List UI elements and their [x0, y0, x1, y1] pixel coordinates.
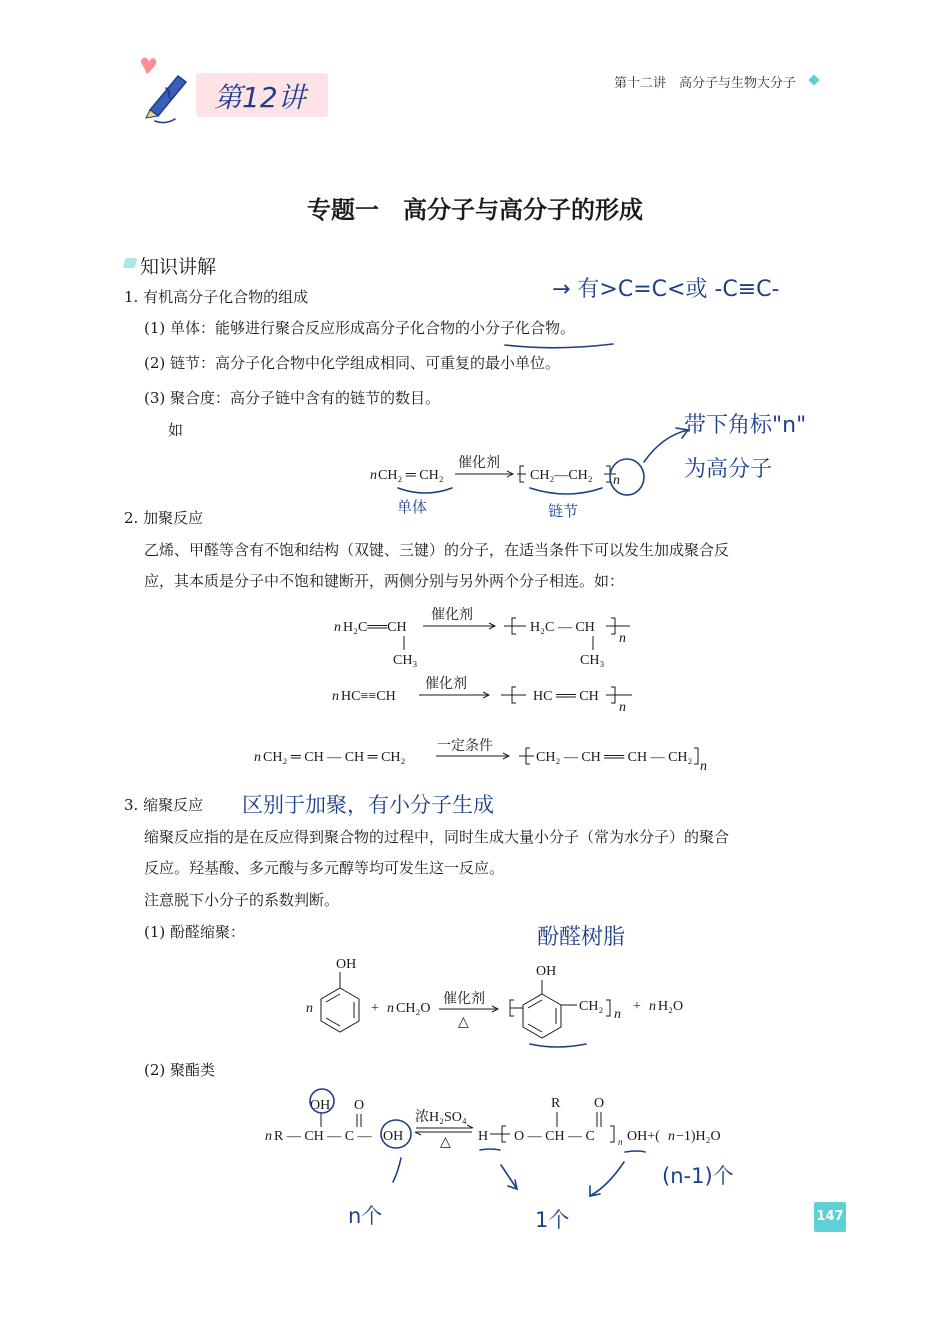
- equation-propylene: [334, 606, 630, 668]
- label-monomer: 单体: [397, 498, 428, 516]
- eq1-reactant: H₂C══CH: [343, 620, 407, 635]
- pe-right: OH+(: [627, 1129, 660, 1144]
- item3-phenol-label: (1) 酚醛缩聚：: [144, 923, 246, 941]
- equation-phenol-formaldehyde: [306, 957, 683, 1038]
- pe-left-oh: OH: [310, 1098, 331, 1113]
- pf-product-oh: OH: [536, 964, 557, 979]
- eq1-product-methyl: CH₃: [580, 653, 605, 668]
- eq2-product: HC ══ CH: [533, 689, 599, 704]
- eq0-product: CH₂—CH₂: [530, 468, 593, 483]
- pf-catalyst: 催化剂: [443, 992, 485, 1007]
- pf-product-ch2: CH₂: [579, 999, 604, 1014]
- item3-para-line2: 反应。羟基酸、多元酸与多元醇等均可发生这一反应。: [144, 859, 505, 877]
- page-number: 147: [814, 1202, 846, 1232]
- pf-formaldehyde: CH₂O: [396, 1001, 431, 1016]
- pf-plus2: +: [633, 999, 641, 1014]
- eq3-product-n: n: [700, 759, 707, 774]
- equation-ethylene: [370, 454, 620, 488]
- pf-n: n: [306, 1001, 313, 1016]
- page-title: 专题一 高分子与高分子的形成: [307, 196, 643, 224]
- pe-n: n: [265, 1129, 272, 1144]
- item1-example-label: 如: [168, 421, 184, 439]
- pe-left-b: OH: [383, 1129, 404, 1144]
- note-n-minus-one: (n-1)个: [662, 1164, 734, 1188]
- lecture-tag: 第12讲: [214, 81, 306, 114]
- section-heading: 知识讲解: [140, 256, 217, 278]
- item3-heading: 3. 缩聚反应: [124, 796, 204, 814]
- pf-phenol-oh: OH: [336, 957, 357, 972]
- item3-ester-label: (2) 聚酯类: [144, 1061, 216, 1079]
- pe-h: H: [478, 1129, 489, 1144]
- pe-coef: n: [668, 1129, 675, 1144]
- eq2-n: n: [332, 689, 339, 704]
- eq2-reactant: HC≡≡CH: [341, 689, 396, 704]
- eq2-product-n: n: [619, 700, 626, 715]
- eq1-product-n: n: [619, 631, 626, 646]
- handwritten-marks: [310, 344, 688, 1196]
- eq0-product-n: n: [613, 473, 620, 488]
- note-polymer: 为高分子: [684, 457, 773, 482]
- pe-left-o: O: [354, 1098, 365, 1113]
- eq2-catalyst: 催化剂: [425, 677, 467, 692]
- eq1-catalyst: 催化剂: [431, 608, 473, 623]
- note-resin: 酚醛树脂: [537, 925, 626, 950]
- note-condensation: 区别于加聚，有小分子生成: [242, 793, 494, 817]
- eq3-product: CH₂ — CH ══ CH — CH₂: [536, 750, 693, 765]
- pf-water-n: n: [649, 999, 656, 1014]
- item1-degree: (3) 聚合度：高分子链中含有的链节的数目。: [144, 389, 441, 407]
- item3-para-line1: 缩聚反应指的是在反应得到聚合物的过程中，同时生成大量小分子（常为水分子）的聚合: [144, 828, 730, 846]
- pe-heat: △: [440, 1135, 451, 1150]
- item1-monomer: (1) 单体：能够进行聚合反应形成高分子化合物的小分子化合物。: [144, 319, 576, 337]
- eq0-n: n: [370, 468, 377, 483]
- pf-heat: △: [458, 1015, 469, 1030]
- running-title: 第十二讲 高分子与生物大分子: [613, 76, 796, 91]
- pf-water: H₂O: [658, 999, 684, 1014]
- pe-mid-o: O: [594, 1096, 605, 1111]
- eq1-n: n: [334, 620, 341, 635]
- equation-acetylene: [332, 675, 632, 715]
- item3-note: 注意脱下小分子的系数判断。: [144, 891, 340, 909]
- eq0-reactant: CH₂ ═ CH₂: [378, 468, 444, 483]
- eq1-reactant-methyl: CH₃: [393, 653, 418, 668]
- pe-left-a: R — CH — C —: [274, 1129, 372, 1144]
- pf-product-n: n: [614, 1007, 621, 1022]
- pe-conc-acid: 浓H₂SO₄: [415, 1110, 467, 1125]
- note-subscript-n: 带下角标"n": [684, 413, 807, 438]
- item2-para-line1: 乙烯、甲醛等含有不饱和结构（双键、三键）的分子，在适当条件下可以发生加成聚合反: [144, 541, 730, 559]
- item2-heading: 2. 加聚反应: [124, 509, 204, 527]
- label-chain-unit: 链节: [548, 502, 579, 520]
- pf-formaldehyde-n: n: [387, 1001, 394, 1016]
- pf-plus: +: [371, 1001, 379, 1016]
- pe-right2: −1)H₂O: [676, 1129, 721, 1144]
- item1-heading: 1. 有机高分子化合物的组成: [124, 288, 309, 306]
- note-one: 1个: [535, 1208, 570, 1232]
- equation-butadiene: [254, 738, 707, 774]
- eq3-conditions: 一定条件: [437, 739, 493, 754]
- note-unsaturated: → 有>C=C<或 -C≡C-: [552, 277, 780, 302]
- pe-mid: O — CH — C: [514, 1129, 595, 1144]
- item1-chain-unit: (2) 链节：高分子化合物中化学组成相同、可重复的最小单位。: [144, 354, 561, 372]
- eq1-product: H₂C — CH: [530, 620, 595, 635]
- note-n-count: n个: [348, 1204, 383, 1228]
- pe-product-n: n: [618, 1137, 623, 1147]
- eq3-reactant: CH₂ ═ CH — CH ═ CH₂: [263, 750, 406, 765]
- pe-r: R: [551, 1096, 561, 1111]
- eq3-n: n: [254, 750, 261, 765]
- eq0-catalyst: 催化剂: [458, 456, 500, 471]
- item2-para-line2: 应，其本质是分子中不饱和键断开，两侧分别与另外两个分子相连。如：: [144, 572, 625, 590]
